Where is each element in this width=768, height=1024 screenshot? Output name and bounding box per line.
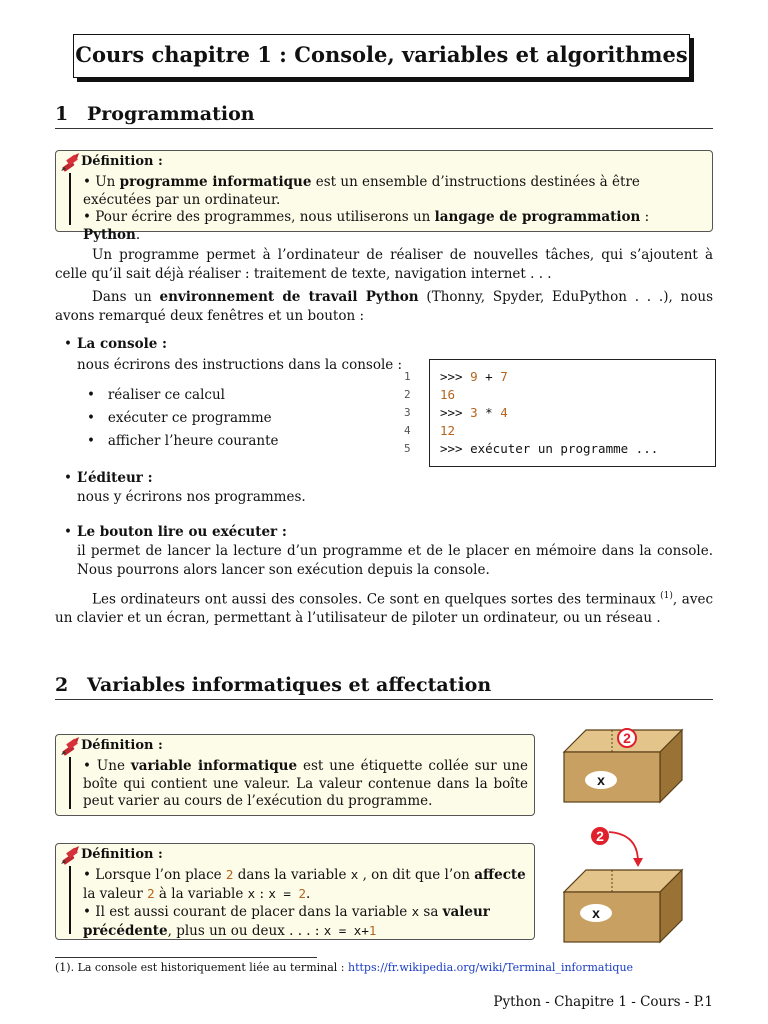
definition-text: • Un programme informatique est un ensemble d’instructions destinées à être exécutées par un ordinateur. • Pour écrire des programmes, nous utiliserons un langage de programmation : Python. [83,174,650,243]
arrow-icon [609,832,638,862]
list-item: • réaliser ce calcul [87,387,225,403]
section-title: Variables informatiques et affectation [87,674,492,696]
pencil-icon [59,152,81,172]
definition-label: Définition : [81,738,163,753]
svg-text:x: x [597,772,605,788]
definition-label: Définition : [81,154,163,169]
svg-text:2: 2 [623,730,631,746]
section-number: 2 [55,674,69,696]
button-bullet: • [64,524,72,540]
code-line: >>> exécuter un programme ... [440,441,659,456]
code-listing [429,359,716,467]
list-item: • exécuter ce programme [87,410,272,426]
line-number: 1 [404,370,411,383]
code-line: >>> 9 + 7 [440,369,508,384]
editor-label: L’éditeur : [77,470,153,486]
section-number: 1 [55,103,69,125]
code-line: 16 [440,387,456,402]
definition-bar [69,866,71,934]
svg-text:2: 2 [596,828,604,844]
console-label: La console : [77,336,167,352]
list-item: • afficher l’heure courante [87,433,279,449]
editor-bullet: • [64,470,72,486]
pencil-icon [59,736,81,756]
code-line: >>> 3 * 4 [440,405,508,420]
footnote: (1). La console est historiquement liée au terminal : https://fr.wikipedia.org/wiki/Terminal_informatique [55,961,634,974]
line-number: 5 [404,442,411,455]
editor-text: nous y écrirons nos programmes. [77,489,306,505]
pencil-icon [59,845,81,865]
definition-box-programme [55,150,713,243]
definition-box-affectation [55,843,535,940]
paragraph-programme: Un programme permet à l’ordinateur de réaliser de nouvelles tâches, qui s’ajoutent à celle qu’il sait déjà réaliser : traitement de texte, navigation internet . . . [55,247,713,282]
line-number: 4 [404,424,411,437]
svg-text:x: x [592,905,600,921]
console-intro: nous écrirons des instructions dans la console : [77,357,403,373]
variable-box-affectation-illustration [560,822,685,946]
footnote-link[interactable]: https://fr.wikipedia.org/wiki/Terminal_informatique [348,961,634,974]
section-heading-2 [55,674,713,700]
definition-box-variable [55,734,535,816]
definition-label: Définition : [81,847,163,862]
paragraph-environnement: Dans un environnement de travail Python (Thonny, Spyder, EduPython . . .), nous avons remarqué deux fenêtres et un bouton : [55,289,714,324]
section-heading-1 [55,103,713,129]
code-line: 12 [440,423,456,438]
run-button-label: Le bouton lire ou exécuter : [77,524,287,540]
definition-bar [69,173,71,225]
definition-text: • Lorsque l’on place 2 dans la variable x , on dit que l’on affecte la valeur 2 à la variable x : x = 2. • Il est aussi courant de placer dans la variable x sa valeur précédente, plus un ou deux . . . : x = x+1 [83,867,526,939]
page-title: Cours chapitre 1 : Console, variables et algorithmes [73,34,690,78]
paragraph-terminaux: Les ordinateurs ont aussi des consoles. Ce sont en quelques sortes des terminaux $^{(1)}$, avec un clavier et un écran, permettant à l’utilisateur de piloter un ordinateur, ou un réseau . [55,591,713,626]
line-number: 2 [404,388,411,401]
box-front [564,892,660,942]
console-bullet: • [64,336,72,352]
variable-box-illustration [560,724,685,804]
section-title: Programmation [87,103,255,125]
definition-text: • Une variable informatique est une étiquette collée sur une boîte qui contient une valeur. La valeur contenue dans la boîte peut varier au cours de l’exécution du programme. [83,758,529,809]
definition-bar [69,757,71,809]
footnote-rule [55,957,317,958]
run-button-text: il permet de lancer la lecture d’un programme et de le placer en mémoire dans la console. Nous pourrons alors lancer son exécution depuis la console. [77,543,713,578]
line-number: 3 [404,406,411,419]
page-footer: Python - Chapitre 1 - Cours - P.1 [493,994,713,1010]
